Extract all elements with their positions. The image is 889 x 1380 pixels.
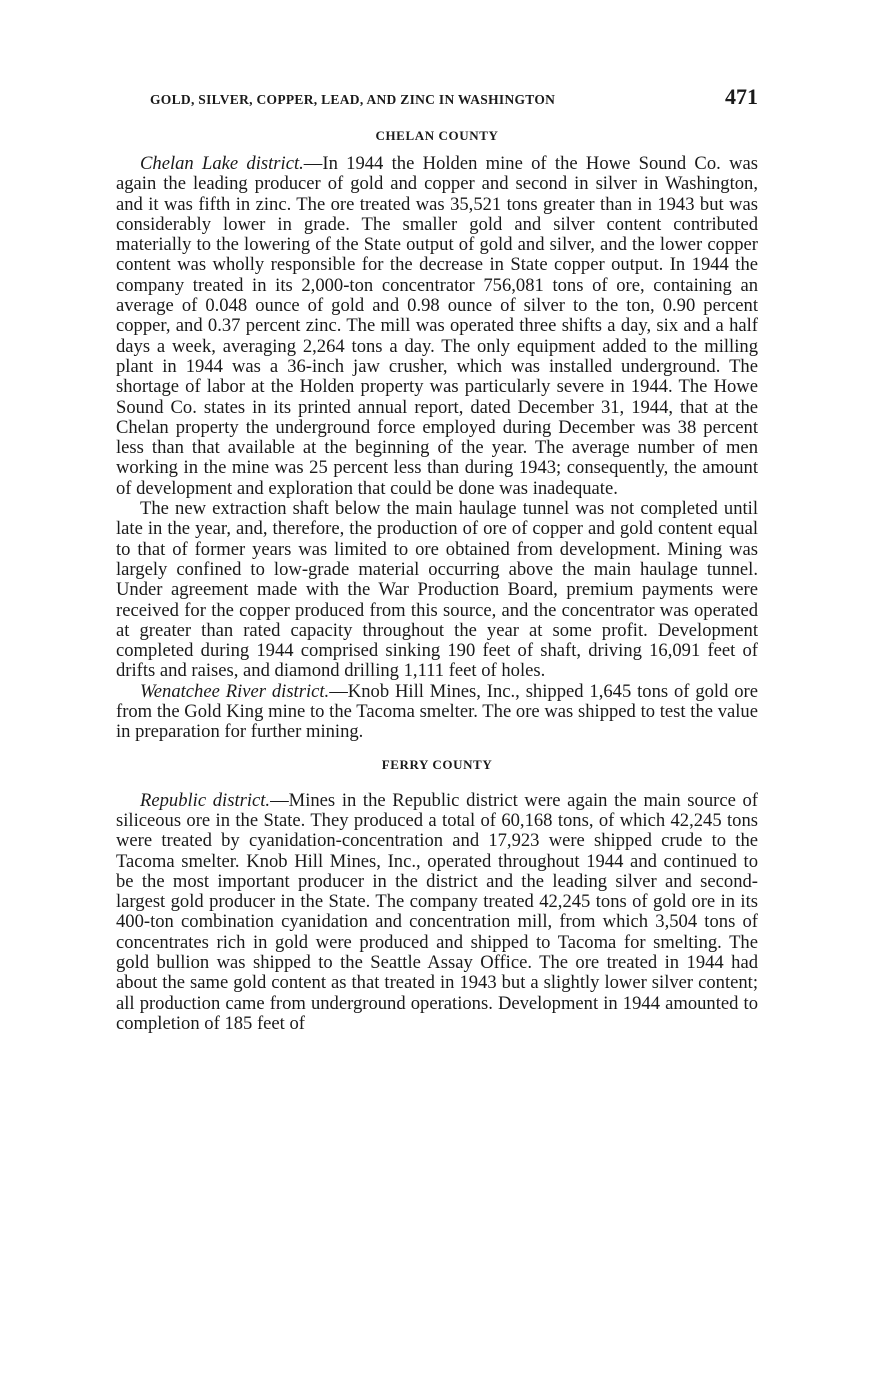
paragraph-chelan-lake — [116, 154, 758, 499]
district-lead-wenatchee-river: Wenatchee River district. — [140, 680, 330, 702]
paragraph-body: —Knob Hill Mines, Inc., shipped 1,645 tons of gold ore from the Gold King mine to the Tacoma smelter. The ore was shipped to test the value in preparation for further mining. — [116, 680, 759, 743]
running-title: GOLD, SILVER, COPPER, LEAD, AND ZINC IN WASHINGTON — [150, 92, 556, 107]
page-number: 471 — [725, 84, 758, 109]
paragraph-body: The new extraction shaft below the main haulage tunnel was not completed until late in the year, and, therefore, the production of ore of copper and gold content equal to that of former years was limited to ore obtained from development. Mining was largely confined to low-grade material occurring above the main haulage tunnel. Under agreement made with the War Production Board, premium payments were received for the copper produced from this source, and the concentrator was operated at greater than rated capacity throughout the year at some profit. Development completed during 1944 comprised sinking 190 feet of shaft, driving 16,091 feet of drifts and raises, and diamond drilling 1,111 feet of holes. — [116, 498, 758, 682]
paragraph-body: —Mines in the Republic district were again the main source of siliceous ore in the State. They produced a total of 60,168 tons, of which 42,245 tons were treated by cyanidation-concentration and 17,923 were shipped crude to the Tacoma smelter. Knob Hill Mines, Inc., operated throughout 1944 and continued to be the most important producer in the district and the leading silver and second-largest gold producer in the State. The company treated 42,245 tons of gold ore in its 400-ton combination cyanidation and concentration mill, from which 3,504 tons of concentrates rich in gold were produced and shipped to Tacoma for smelting. The gold bullion was shipped to the Seattle Assay Office. The ore treated in 1944 had about the same gold content as that treated in 1943 but a slightly lower silver content; all production came from underground operations. Development in 1944 amounted to completion of 185 feet of — [116, 789, 758, 1034]
district-lead-chelan-lake: Chelan Lake district. — [140, 153, 304, 174]
district-lead-republic: Republic district. — [140, 789, 271, 811]
running-head — [116, 84, 758, 116]
paragraph-body: —In 1944 the Holden mine of the Howe Sound Co. was again the leading producer of gold and copper and second in silver in Washington, and it was fifth in zinc. The ore treated was 35,521 tons greater than in 1943 but was considerably lower in grade. The smaller gold and silver content contributed materially to the lowering of the State output of gold and silver, and the lower copper content was wholly responsible for the decrease in State copper output. In 1944 the company treated in its 2,000-ton concentrator 756,081 tons of ore, containing an average of 0.048 ounce of gold and 0.98 ounce of silver to the ton, 0.90 percent copper, and 0.37 percent zinc. The mill was operated three shifts a day, six and a half days a week, averaging 2,264 tons a day. The only equipment added to the milling plant in 1944 was a 36-inch jaw crusher, which was installed underground. The shortage of labor at the Holden property was particularly severe in 1944. The Howe Sound Co. states in its printed annual report, dated December 31, 1944, that at the Chelan property the underground force employed during December was 38 percent less than that available at the beginning of the year. The average number of men working in the mine was 25 percent less than during 1943; consequently, the amount of development and exploration that could be done was inadequate. — [116, 153, 758, 499]
document-page — [116, 84, 758, 1034]
paragraph-extraction-shaft — [116, 499, 758, 682]
section-heading-ferry: FERRY COUNTY — [381, 756, 493, 772]
section-heading-chelan: CHELAN COUNTY — [375, 128, 499, 143]
paragraph-wenatchee-river — [116, 682, 758, 743]
paragraph-republic — [116, 791, 758, 1035]
